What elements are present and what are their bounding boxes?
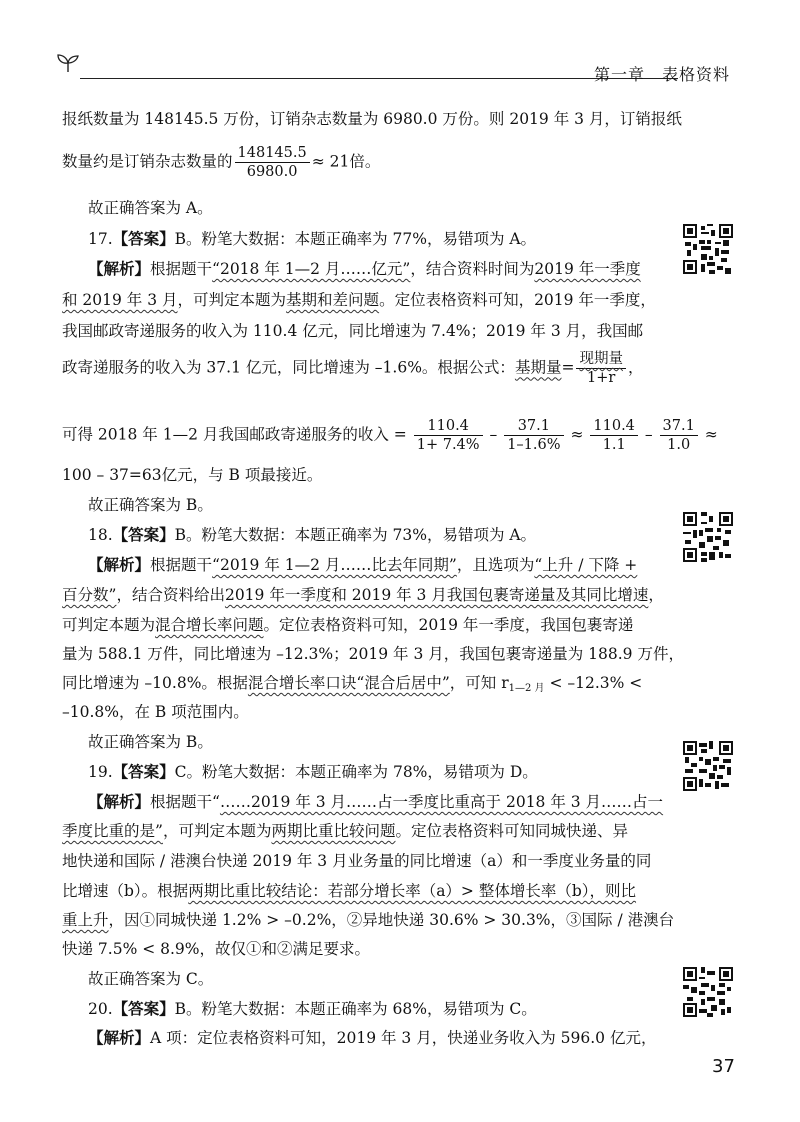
question-18-answer: 18.【答案】B。粉笔大数据：本题正确率为 73%，易错项为 A。 <box>88 525 537 544</box>
text-line: 百分数”，结合资料给出2019 年一季度和 2019 年 3 月我国包裹寄递量及其同比增速， <box>62 586 664 604</box>
text-line: 100 – 37=63亿元，与 B 项最接近。 <box>62 466 323 484</box>
fraction: $\frac{148145.5}{6980.0}$ <box>235 144 310 181</box>
text-line: 和 2019 年 3 月，可判定本题为基期和差问题。定位表格资料可知，2019 年一季度， <box>62 291 656 309</box>
formula-line: 可得 2018 年 1—2 月我国邮政寄递服务的收入 = $\frac{110.4}{1+ 7.4\%}$ – $\frac{37.1}{1-1.6\%}$ ≈ $\frac{110.4}{1.1}$ – $\frac{37.1}{1.0}$ ≈ <box>62 418 718 453</box>
text-line: 同比增速为 –10.8%。根据混合增长率口诀“混合后居中”，可知 $r_{1—2 月} < -12.3\%$ < <box>62 674 643 694</box>
text-line: 政寄递服务的收入为 37.1 亿元，同比增速为 –1.6%。根据公式：基期量= $\frac{\text{现期量}}{1+r}$ ， <box>62 351 644 386</box>
question-20-answer: 20.【答案】B。粉笔大数据：本题正确率为 68%，易错项为 C。 <box>88 999 537 1018</box>
qr-code-icon[interactable] <box>683 967 733 1017</box>
header-rule <box>80 78 678 79</box>
qr-code-icon[interactable] <box>683 741 733 791</box>
text-line: 【解析】根据题干“2019 年 1—2 月……比去年同期”，且选项为“上升 / 下降 + <box>88 555 638 574</box>
text-line: 报纸数量为 148145.5 万份，订销杂志数量为 6980.0 万份。则 2019 年 3 月，订销报纸 <box>62 110 682 128</box>
qr-code-icon[interactable] <box>683 224 733 274</box>
text-line: 【解析】根据题干“……2019 年 3 月……占一季度比重高于 2018 年 3 月……占一 <box>88 792 664 811</box>
text-line: 【解析】根据题干“2018 年 1—2 月……亿元”，结合资料时间为2019 年一季度 <box>88 259 641 278</box>
question-19-answer: 19.【答案】C。粉笔大数据：本题正确率为 78%，易错项为 D。 <box>88 762 538 781</box>
chapter-title: 第一章 表格资料 <box>594 65 731 84</box>
text-line: 【解析】A 项：定位表格资料可知，2019 年 3 月，快递业务收入为 596.0 亿元， <box>88 1028 657 1047</box>
qr-code-icon[interactable] <box>683 512 733 562</box>
text-line: 快递 7.5% < 8.9%，故仅①和②满足要求。 <box>62 940 371 958</box>
text-line: –10.8%，在 B 项范围内。 <box>62 703 249 721</box>
text-line: 地快递和国际 / 港澳台快递 2019 年 3 月业务量的同比增速（a）和一季度业务量的同 <box>62 852 652 870</box>
text-line: 量为 588.1 万件，同比增速为 –12.3%；2019 年 3 月，我国包裹寄递量为 188.9 万件， <box>62 645 684 663</box>
text-line: 重上升，因①同城快递 1.2% > –0.2%，②异地快递 30.6% > 30.3%，③国际 / 港澳台 <box>62 911 675 929</box>
text-line: 季度比重的是”，可判定本题为两期比重比较问题。定位表格资料可知同城快递、异 <box>62 822 628 840</box>
fraction: $\frac{\text{现期量}}{1+r}$ <box>576 350 626 387</box>
text-line: 我国邮政寄递服务的收入为 110.4 亿元，同比增速为 7.4%；2019 年 3 月，我国邮 <box>62 322 644 340</box>
fraction: $\frac{37.1}{1-1.6\%}$ <box>504 417 563 454</box>
sprout-icon <box>56 52 80 74</box>
text-line: 比增速（b）。根据两期比重比较结论：若部分增长率（a）> 整体增长率（b），则比 <box>62 882 637 900</box>
answer-line: 故正确答案为 B。 <box>88 496 213 514</box>
text-line: 可判定本题为混合增长率问题。定位表格资料可知，2019 年一季度，我国包裹寄递 <box>62 616 634 634</box>
fraction: $\frac{37.1}{1.0}$ <box>660 417 698 454</box>
answer-line: 故正确答案为 A。 <box>88 199 213 217</box>
fraction: $\frac{110.4}{1+ 7.4\%}$ <box>414 417 483 454</box>
answer-line: 故正确答案为 B。 <box>88 733 213 751</box>
question-17-answer: 17.【答案】B。粉笔大数据：本题正确率为 77%，易错项为 A。 <box>88 229 537 248</box>
fraction: $\frac{110.4}{1.1}$ <box>590 417 638 454</box>
page-number: 37 <box>712 1056 735 1077</box>
text-line: 数量约是订销杂志数量的 $\frac{148145.5}{6980.0}$ ≈ 21倍。 <box>62 145 381 180</box>
answer-line: 故正确答案为 C。 <box>88 970 214 988</box>
